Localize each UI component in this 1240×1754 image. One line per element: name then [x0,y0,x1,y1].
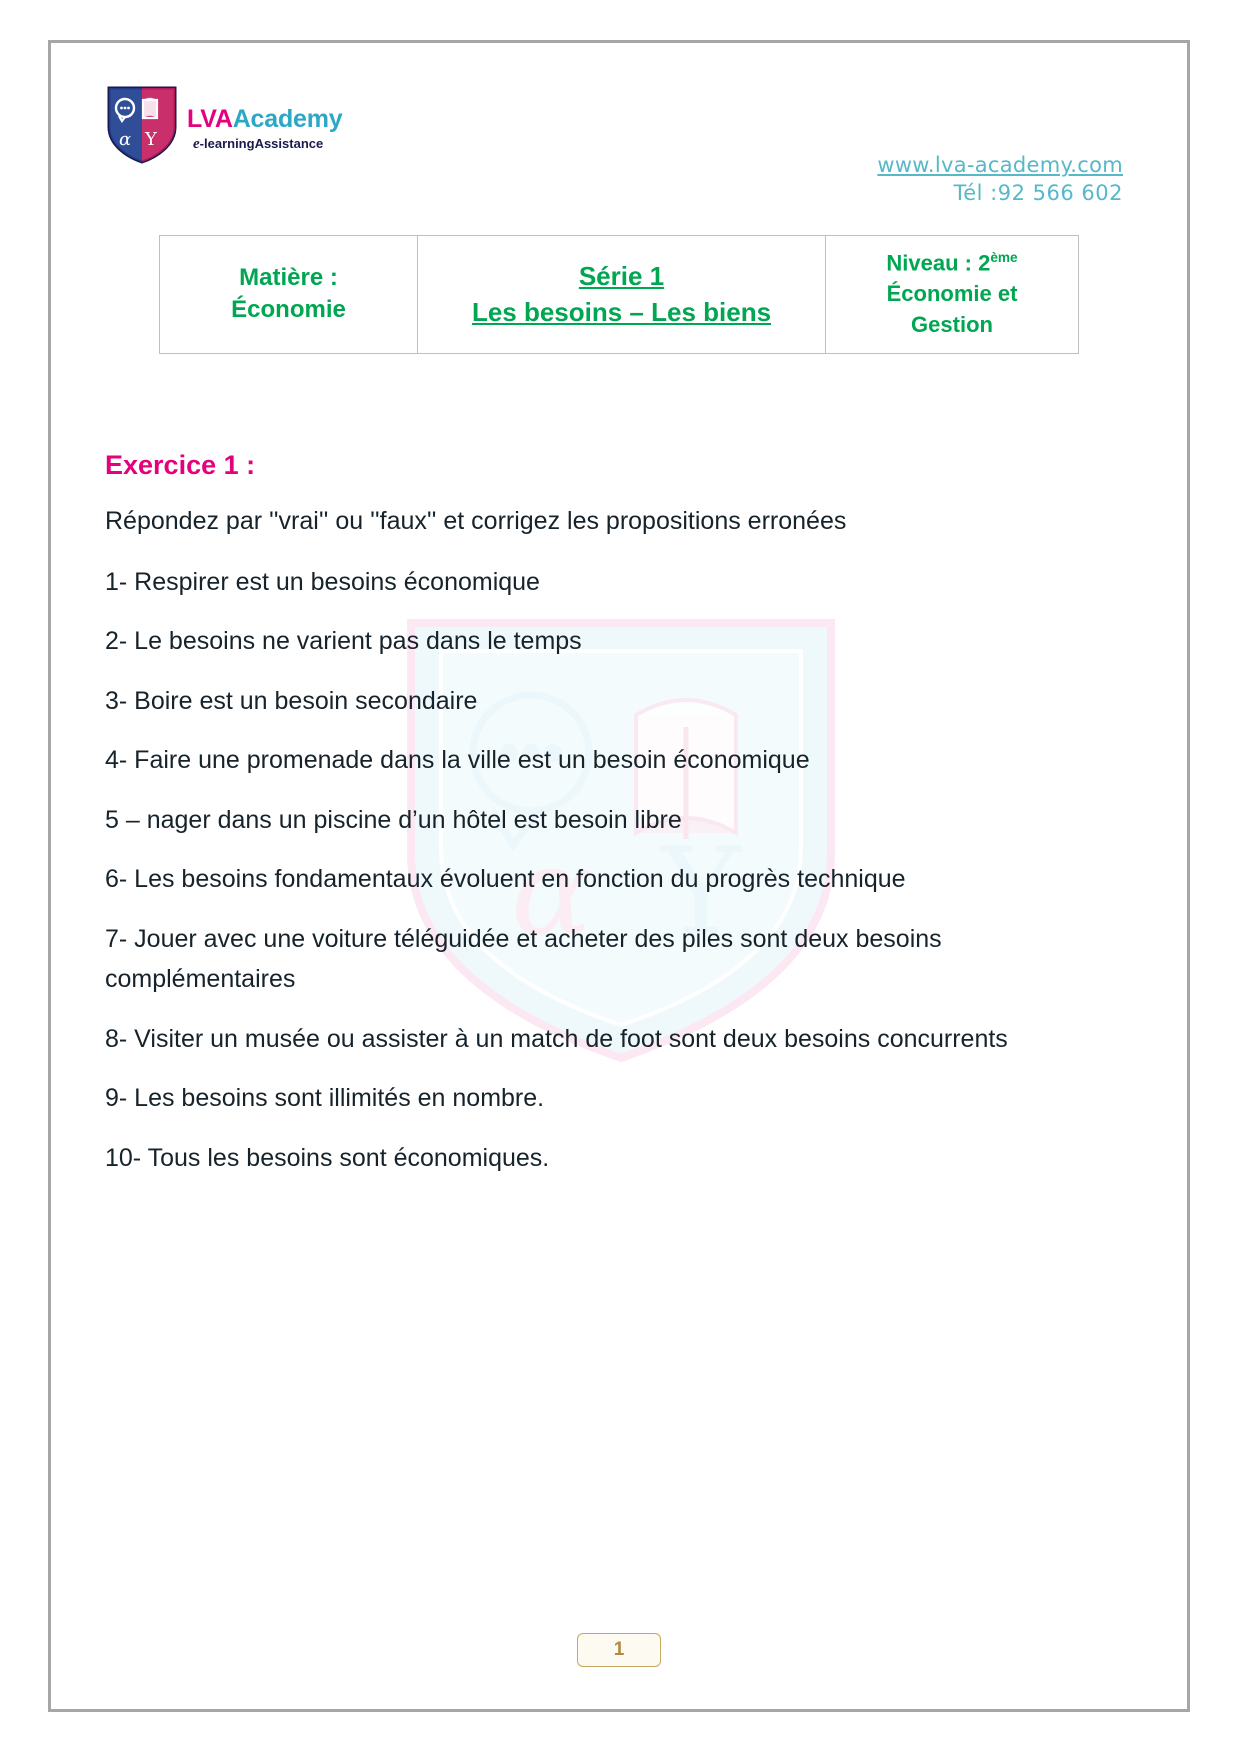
table-row [160,236,1079,354]
brand-name [187,105,342,134]
question-list [105,562,1133,1179]
svg-text:α: α [119,129,132,150]
level-line3: Gestion [911,311,993,337]
brand-name-academy: Academy [232,105,343,133]
level-line1 [832,248,1072,279]
brand-logo-block [105,83,342,165]
list-item: 3- Boire est un besoin secondaire [105,686,478,715]
brand-text [187,105,342,153]
svg-text:Y: Y [661,823,741,962]
cell-subject [160,236,418,354]
website-link[interactable]: www.lva-academy.com [877,153,1123,177]
shield-academy-logo-icon [105,83,179,165]
list-item: 2- Le besoins ne varient pas dans le temps [105,627,582,656]
list-item: 1- Respirer est un besoins économique [105,567,540,596]
phone-number: Tél :92 566 602 [953,181,1123,205]
series-subtitle: Les besoins – Les biens [471,297,772,328]
list-item: 7- Jouer avec une voiture téléguidée et acheter des piles sont deux besoins complémentaires [105,924,942,994]
svg-text:Y: Y [145,129,157,150]
document-page [48,40,1190,1712]
subject-value: Économie [231,296,346,324]
page-number-badge: 1 [577,1633,661,1667]
cell-series [418,236,826,354]
exercise-instruction: Répondez par ''vrai'' ou ''faux'' et corrigez les propositions erronées [105,506,847,535]
list-item: 4- Faire une promenade dans la ville est un besoin économique [105,746,810,775]
cell-level [826,236,1079,354]
brand-name-lva: LVA [187,105,233,133]
list-item: 6- Les besoins fondamentaux évoluent en fonction du progrès technique [105,865,906,894]
exercise-info-table [159,235,1079,354]
brand-tagline-e: e [193,136,200,152]
list-item: 5 – nager dans un piscine d’un hôtel est besoin libre [105,805,682,834]
series-title: Série 1 [578,260,665,291]
list-item: 10- Tous les besoins sont économiques. [105,1143,550,1172]
list-item: 9- Les besoins sont illimités en nombre. [105,1084,545,1113]
document-header [95,67,1143,217]
level-line2: Économie et [886,281,1018,307]
document-footer [51,1633,1187,1667]
subject-label: Matière : [239,263,338,291]
brand-tagline [193,136,342,153]
exercise-title: Exercice 1 : [105,449,256,480]
exercise-content [95,450,1143,1179]
list-item: 8- Visiter un musée ou assister à un match de foot sont deux besoins concurrents [105,1024,1008,1053]
contact-block [877,153,1123,205]
level-prefix: Niveau : 2 [886,250,991,276]
svg-text:α: α [511,823,593,962]
brand-tagline-rest: -learningAssistance [199,136,324,151]
level-sup: ème [990,250,1018,265]
